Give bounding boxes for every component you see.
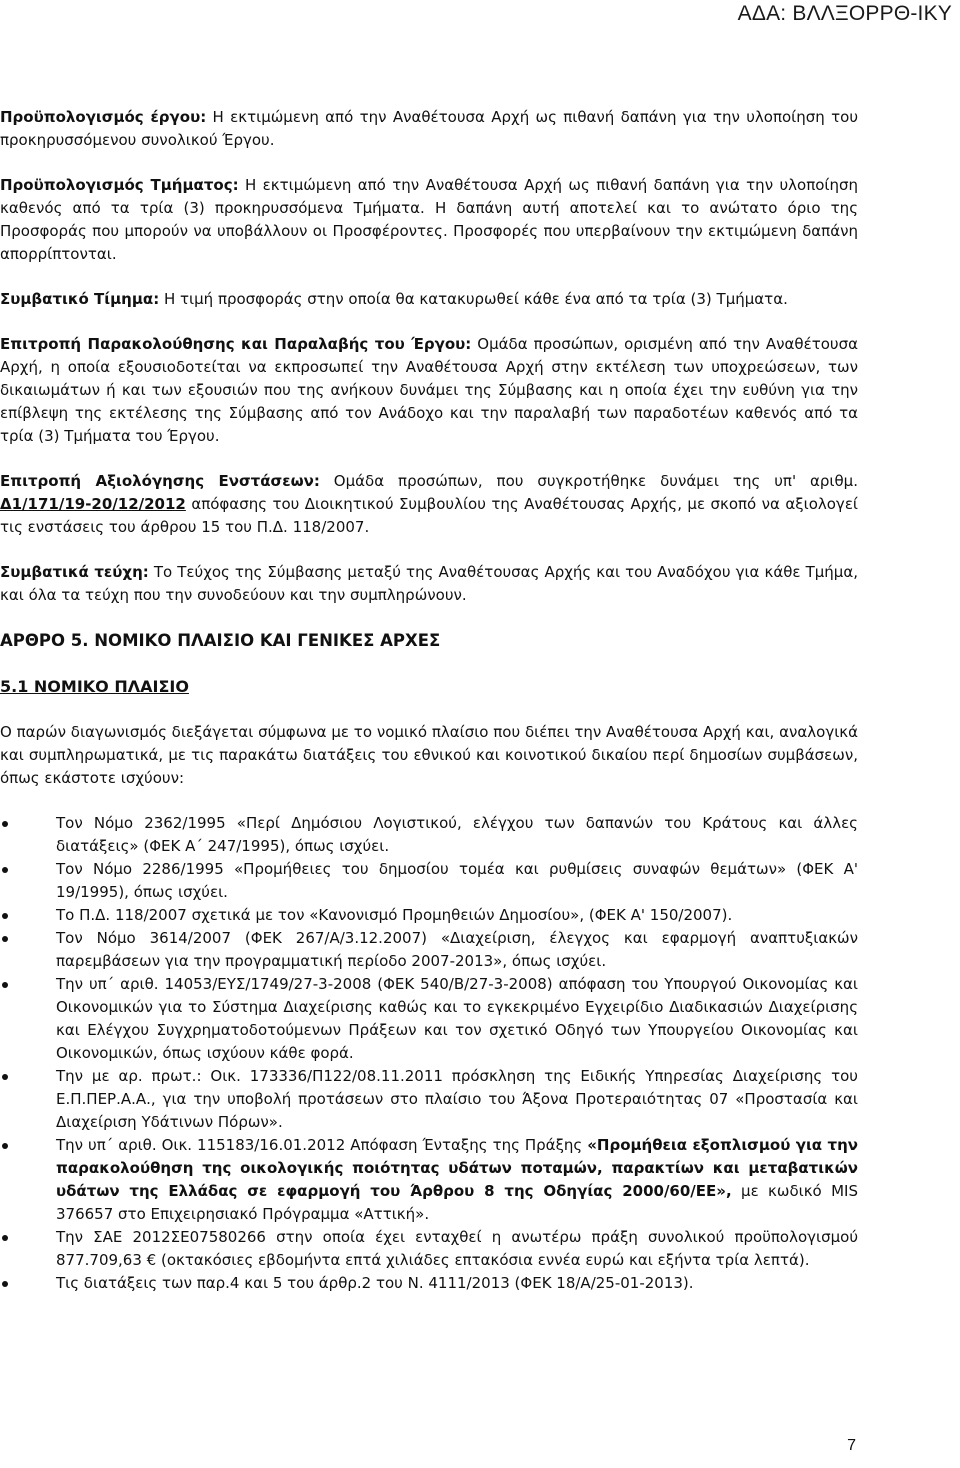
list-item-text: Την υπ΄ αριθ. 14053/ΕΥΣ/1749/27-3-2008 (ΦΕΚ 540/Β/27-3-2008) απόφαση του Υπουργού Οικονομίας και Οικονομικών για το Σύστημα Διαχείρισης καθώς και το εγκεκριμένο Εγχειρίδιο Διαδικασιών Διαχείρισης και Ελέγχου Συγχρηματοδοτούμενων Πράξεων και τον σχετικό Οδηγό των Υπουργείου Οικονομίας και Οικονομικών, όπως ισχύουν κάθε φορά.	[56, 975, 858, 1062]
list-item-text: Τον Νόμο 3614/2007 (ΦΕΚ 267/Α/3.12.2007) «Διαχείριση, έλεγχος και εφαρμογή αναπτυξιακών παρεμβάσεων για την προγραμματική περίοδο 2007-2013», όπως ισχύει.	[56, 929, 858, 970]
article-heading: ΑΡΘΡΟ 5. ΝΟΜΙΚΟ ΠΛΑΙΣΙΟ ΚΑΙ ΓΕΝΙΚΕΣ ΑΡΧΕΣ	[0, 631, 441, 650]
legal-framework-list	[0, 812, 858, 1295]
list-item	[0, 973, 858, 1065]
bullet-icon	[2, 1235, 8, 1241]
definition-text: Η τιμή προσφοράς στην οποία θα κατακυρωθεί κάθε ένα από τα τρία (3) Τμήματα.	[159, 290, 788, 308]
list-item	[0, 927, 858, 973]
bullet-icon	[2, 982, 8, 988]
list-item	[0, 904, 858, 927]
intro-paragraph: Ο παρών διαγωνισμός διεξάγεται σύμφωνα με το νομικό πλαίσιο που διέπει την Αναθέτουσα Αρχή και, αναλογικά και συμπληρωματικά, με τις παρακάτω διατάξεις του εθνικού και κοινοτικού δικαίου περί δημοσίων συμβάσεων, όπως εκάστοτε ισχύουν:	[0, 723, 858, 787]
list-item	[0, 812, 858, 858]
section-heading: 5.1 ΝΟΜΙΚΟ ΠΛΑΙΣΙΟ	[0, 677, 189, 696]
definition-term: Επιτροπή Αξιολόγησης Ενστάσεων:	[0, 472, 320, 490]
bullet-icon	[2, 936, 8, 942]
list-item-text: Τον Νόμο 2362/1995 «Περί Δημόσιου Λογιστικού, ελέγχου των δαπανών του Κράτους και άλλες διατάξεις» (ΦΕΚ Α΄ 247/1995), όπως ισχύει.	[56, 814, 858, 855]
definition-budget-project	[0, 106, 858, 152]
decision-reference: Δ1/171/19-20/12/2012	[0, 495, 186, 513]
definition-term: Συμβατικά τεύχη:	[0, 563, 149, 581]
list-item-text: με κωδικό MIS 376657 στο Επιχειρησιακό Πρόγραμμα «Αττική».	[56, 1182, 858, 1223]
definition-monitoring-committee	[0, 333, 858, 448]
definition-text: Η εκτιμώμενη από την Αναθέτουσα Αρχή ως πιθανή δαπάνη για την υλοποίηση καθενός από τα τρία (3) προκηρυσσόμενα Τμήματα. Η δαπάνη αυτή αποτελεί και το ανώτατο όριο της Προσφοράς που μπορούν να υποβάλλουν οι Προσφέροντες. Προσφορές που υπερβαίνουν την εκτιμώμενη δαπάνη απορρίπτονται.	[0, 176, 859, 263]
definition-text: Το Τεύχος της Σύμβασης μεταξύ της Αναθέτουσας Αρχής και του Αναδόχου για κάθε Τμήμα, και όλα τα τεύχη που την συνοδεύουν και την συμπληρώνουν.	[0, 563, 858, 604]
definition-term: Συμβατικό Τίμημα:	[0, 290, 160, 308]
list-item	[0, 858, 858, 904]
list-item-text: Την ΣΑΕ 2012ΣΕ07580266 στην οποία έχει ενταχθεί η ανωτέρω πράξη συνολικού προϋπολογισμού 877.709,63 € (οκτακόσιες εβδομήντα επτά χιλιάδες επτακόσια εννέα ευρώ και εξήντα τρία λεπτά).	[56, 1228, 858, 1269]
list-item-text: Τον Νόμο 2286/1995 «Προμήθειες του δημοσίου τομέα και ρυθμίσεις συναφών θεμάτων» (ΦΕΚ Α' 19/1995), όπως ισχύει.	[56, 860, 858, 901]
bullet-icon	[2, 1143, 8, 1149]
definition-text: Ομάδα προσώπων, ορισμένη από την Αναθέτουσα Αρχή, η οποία εξουσιοδοτείται να εκπροσωπεί την Αναθέτουσα Αρχή στην εκτέλεση των υποχρεώσεων, των δικαιωμάτων ή και των εξουσιών που της ανήκουν δυνάμει της Σύμβασης και η οποία έχει την ευθύνη για την επίβλεψη της εκτέλεσης της Σύμβασης από τον Ανάδοχο και την παραλαβή των παραδοτέων καθενός από τα τρία (3) Τμήματα του Έργου.	[0, 335, 859, 445]
list-item	[0, 1226, 858, 1272]
definition-text: απόφασης του Διοικητικού Συμβουλίου της Αναθέτουσας Αρχής, με σκοπό να αξιολογεί τις ενστάσεις του άρθρου 15 του Π.Δ. 118/2007.	[0, 495, 858, 536]
bullet-icon	[2, 913, 8, 919]
definition-text: Η εκτιμώμενη από την Αναθέτουσα Αρχή ως πιθανή δαπάνη για την υλοποίηση του προκηρυσσόμενου συνολικού Έργου.	[0, 108, 858, 149]
definition-contract-price	[0, 288, 858, 311]
list-item	[0, 1065, 858, 1134]
bullet-icon	[2, 867, 8, 873]
definition-objections-committee	[0, 470, 858, 539]
project-title: «Προμήθεια εξοπλισμού για την παρακολούθηση της οικολογικής ποιότητας υδάτων ποταμών, παρακτίων και μεταβατικών υδάτων της Ελλάδας σε εφαρμογή του Άρθρου 8 της Οδηγίας 2000/60/ΕΕ»,	[56, 1136, 858, 1200]
bullet-icon	[2, 1074, 8, 1080]
definition-term: Προϋπολογισμός έργου:	[0, 108, 207, 126]
list-item	[0, 1134, 858, 1226]
list-item-text: Την υπ΄ αριθ. Οικ. 115183/16.01.2012 Απόφαση Ένταξης της Πράξης	[56, 1136, 588, 1154]
ada-code: ΑΔΑ: ΒΛΛΞΟΡΡΘ-ΙΚΥ	[737, 2, 952, 25]
definition-budget-lot	[0, 174, 858, 266]
bullet-icon	[2, 821, 8, 827]
list-item	[0, 1272, 858, 1295]
definition-term: Προϋπολογισμός Τμήματος:	[0, 176, 239, 194]
document-body	[0, 106, 858, 1295]
page-number: 7	[847, 1437, 856, 1454]
definition-contract-documents	[0, 561, 858, 607]
list-item-text: Το Π.Δ. 118/2007 σχετικά με τον «Κανονισμό Προμηθειών Δημοσίου», (ΦΕΚ Α' 150/2007).	[56, 906, 733, 924]
list-item-text: Τις διατάξεις των παρ.4 και 5 του άρθρ.2 του Ν. 4111/2013 (ΦΕΚ 18/Α/25-01-2013).	[56, 1274, 694, 1292]
list-item-text: Την με αρ. πρωτ.: Οικ. 173336/Π122/08.11.2011 πρόσκληση της Ειδικής Υπηρεσίας Διαχείρισης του Ε.Π.ΠΕΡ.Α.Α., για την υποβολή προτάσεων στο πλαίσιο του Άξονα Προτεραιότητας 07 «Προστασία και Διαχείριση Υδάτινων Πόρων».	[56, 1067, 858, 1131]
definition-text: Ομάδα προσώπων, που συγκροτήθηκε δυνάμει της υπ' αριθμ.	[319, 472, 858, 490]
bullet-icon	[2, 1281, 8, 1287]
definition-term: Επιτροπή Παρακολούθησης και Παραλαβής του Έργου:	[0, 335, 472, 353]
